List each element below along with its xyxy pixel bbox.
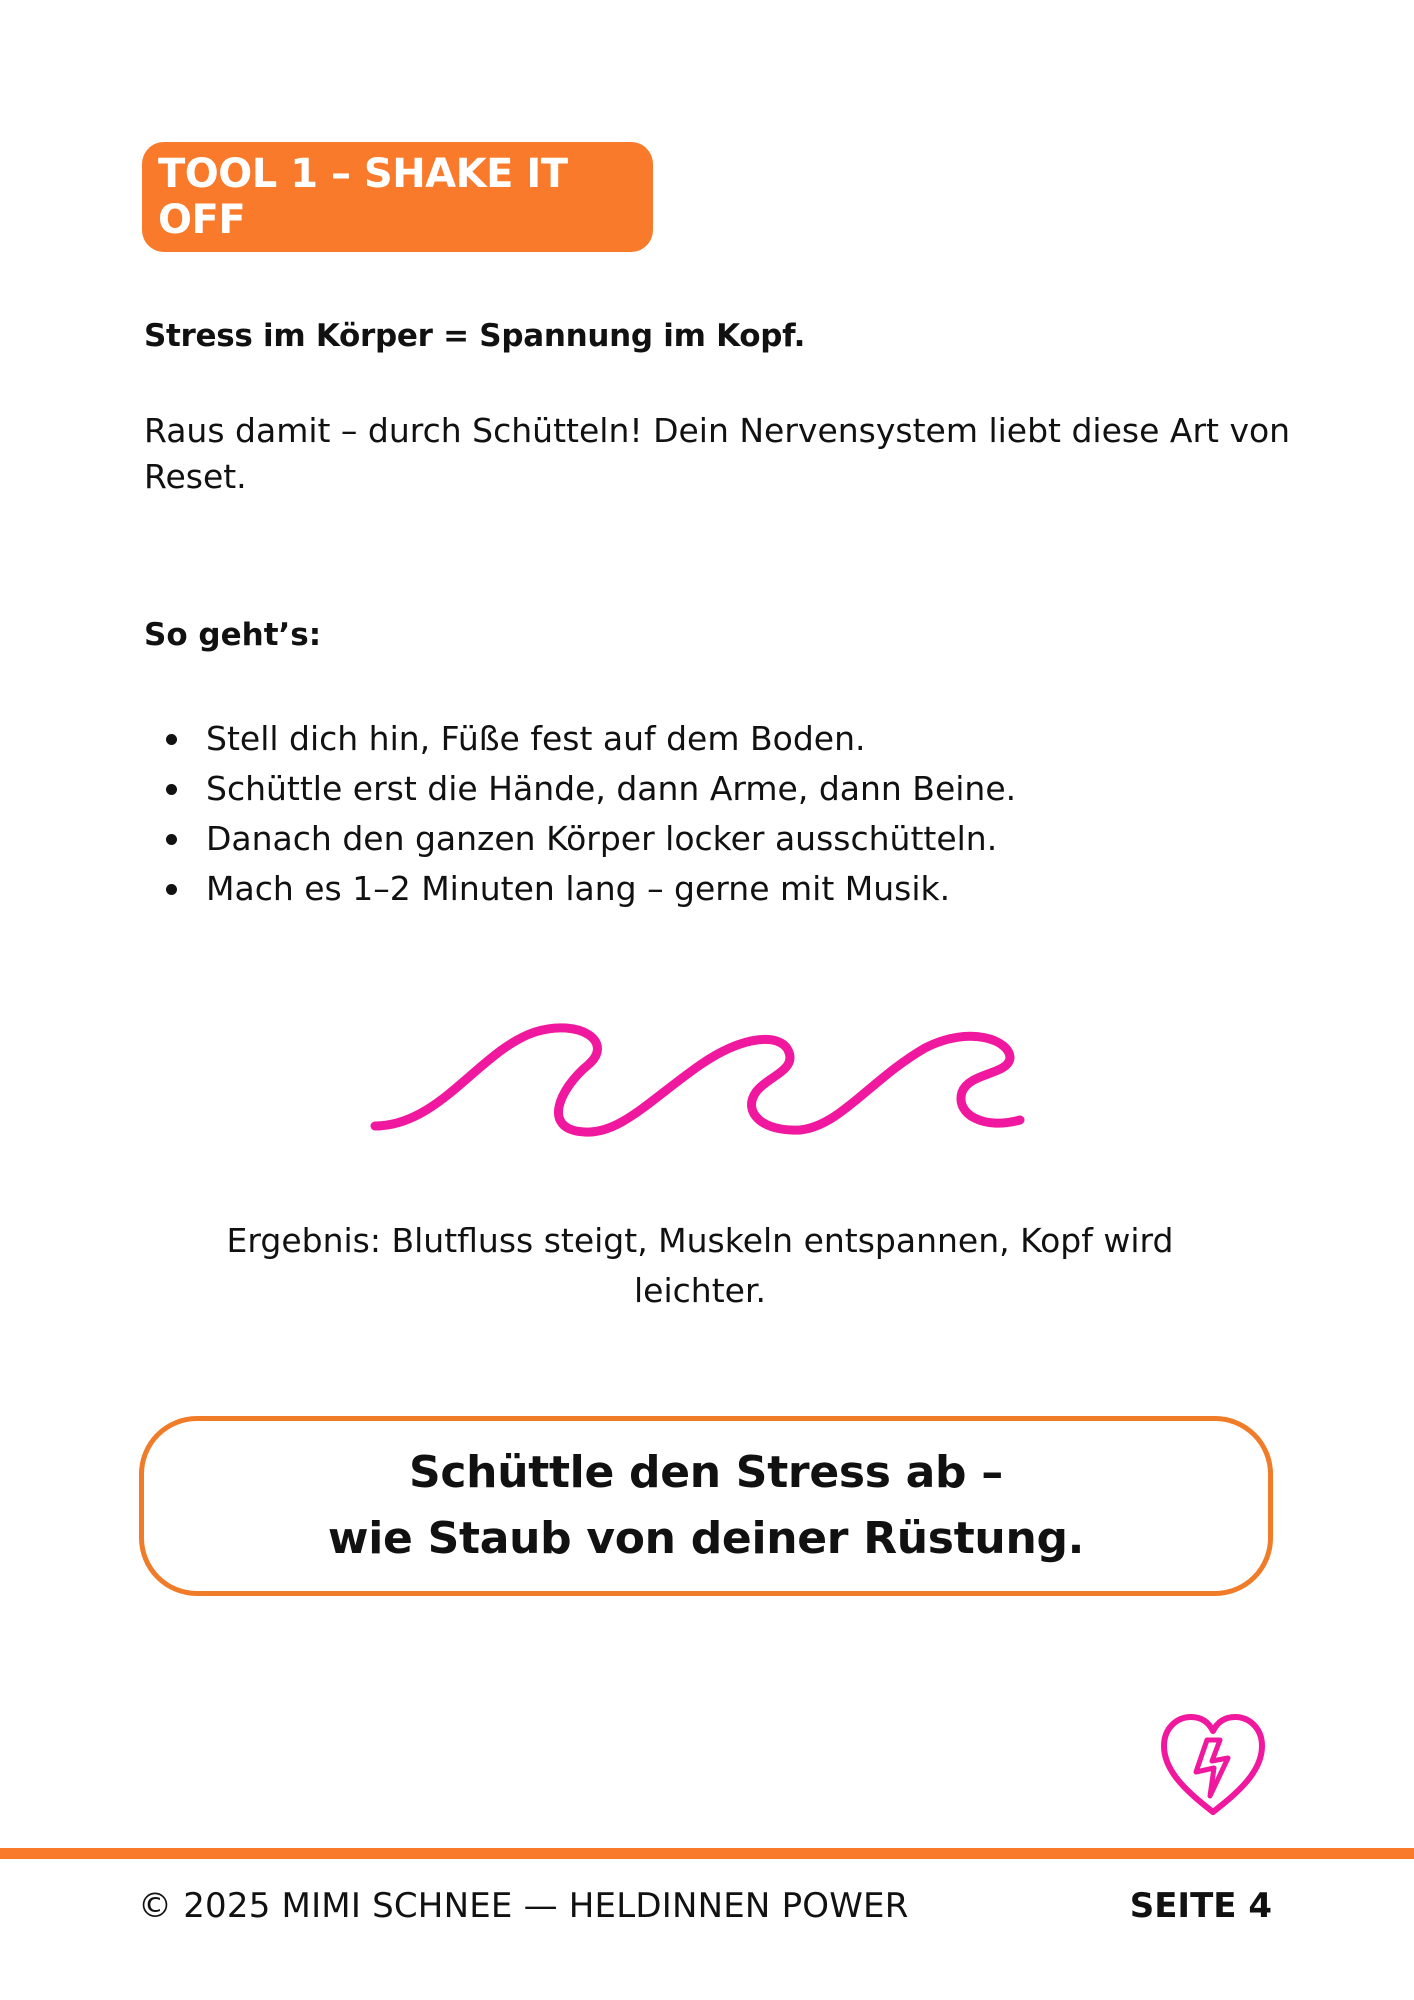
step-text: Schüttle erst die Hände, dann Arme, dann Beine. bbox=[206, 769, 1017, 808]
bullet-icon bbox=[166, 784, 177, 795]
lead-statement: Stress im Körper = Spannung im Kopf. bbox=[144, 318, 806, 354]
step-text: Mach es 1–2 Minuten lang – gerne mit Musik. bbox=[206, 869, 951, 908]
bullet-icon bbox=[166, 884, 177, 895]
list-item bbox=[166, 764, 1016, 814]
footer-copyright: © 2025 MIMI SCHNEE — HELDINNEN POWER bbox=[138, 1886, 909, 1926]
broken-heart-bolt-icon bbox=[1158, 1710, 1268, 1820]
list-item bbox=[166, 714, 1016, 764]
step-text: Stell dich hin, Füße fest auf dem Boden. bbox=[206, 719, 866, 758]
footer-divider bbox=[0, 1848, 1414, 1859]
result-text: Ergebnis: Blutfluss steigt, Muskeln entspannen, Kopf wird leichter. bbox=[226, 1221, 1174, 1310]
howto-heading: So geht’s: bbox=[144, 617, 322, 653]
steps-list bbox=[166, 714, 1016, 914]
intro-paragraph: Raus damit – durch Schütteln! Dein Nervensystem liebt diese Art von Reset. bbox=[144, 411, 1291, 496]
waves-icon bbox=[370, 1020, 1040, 1140]
list-item bbox=[166, 864, 1016, 914]
tool-title-badge bbox=[142, 142, 653, 252]
bullet-icon bbox=[166, 734, 177, 745]
bullet-icon bbox=[166, 834, 177, 845]
quote-callout bbox=[139, 1416, 1273, 1596]
tool-title: TOOL 1 – SHAKE IT OFF bbox=[158, 151, 568, 243]
step-text: Danach den ganzen Körper locker ausschütteln. bbox=[206, 819, 998, 858]
page-number: SEITE 4 bbox=[1129, 1886, 1272, 1926]
quote-line-2: wie Staub von deiner Rüstung. bbox=[327, 1513, 1085, 1564]
quote-line-1: Schüttle den Stress ab – bbox=[409, 1447, 1003, 1498]
list-item bbox=[166, 814, 1016, 864]
